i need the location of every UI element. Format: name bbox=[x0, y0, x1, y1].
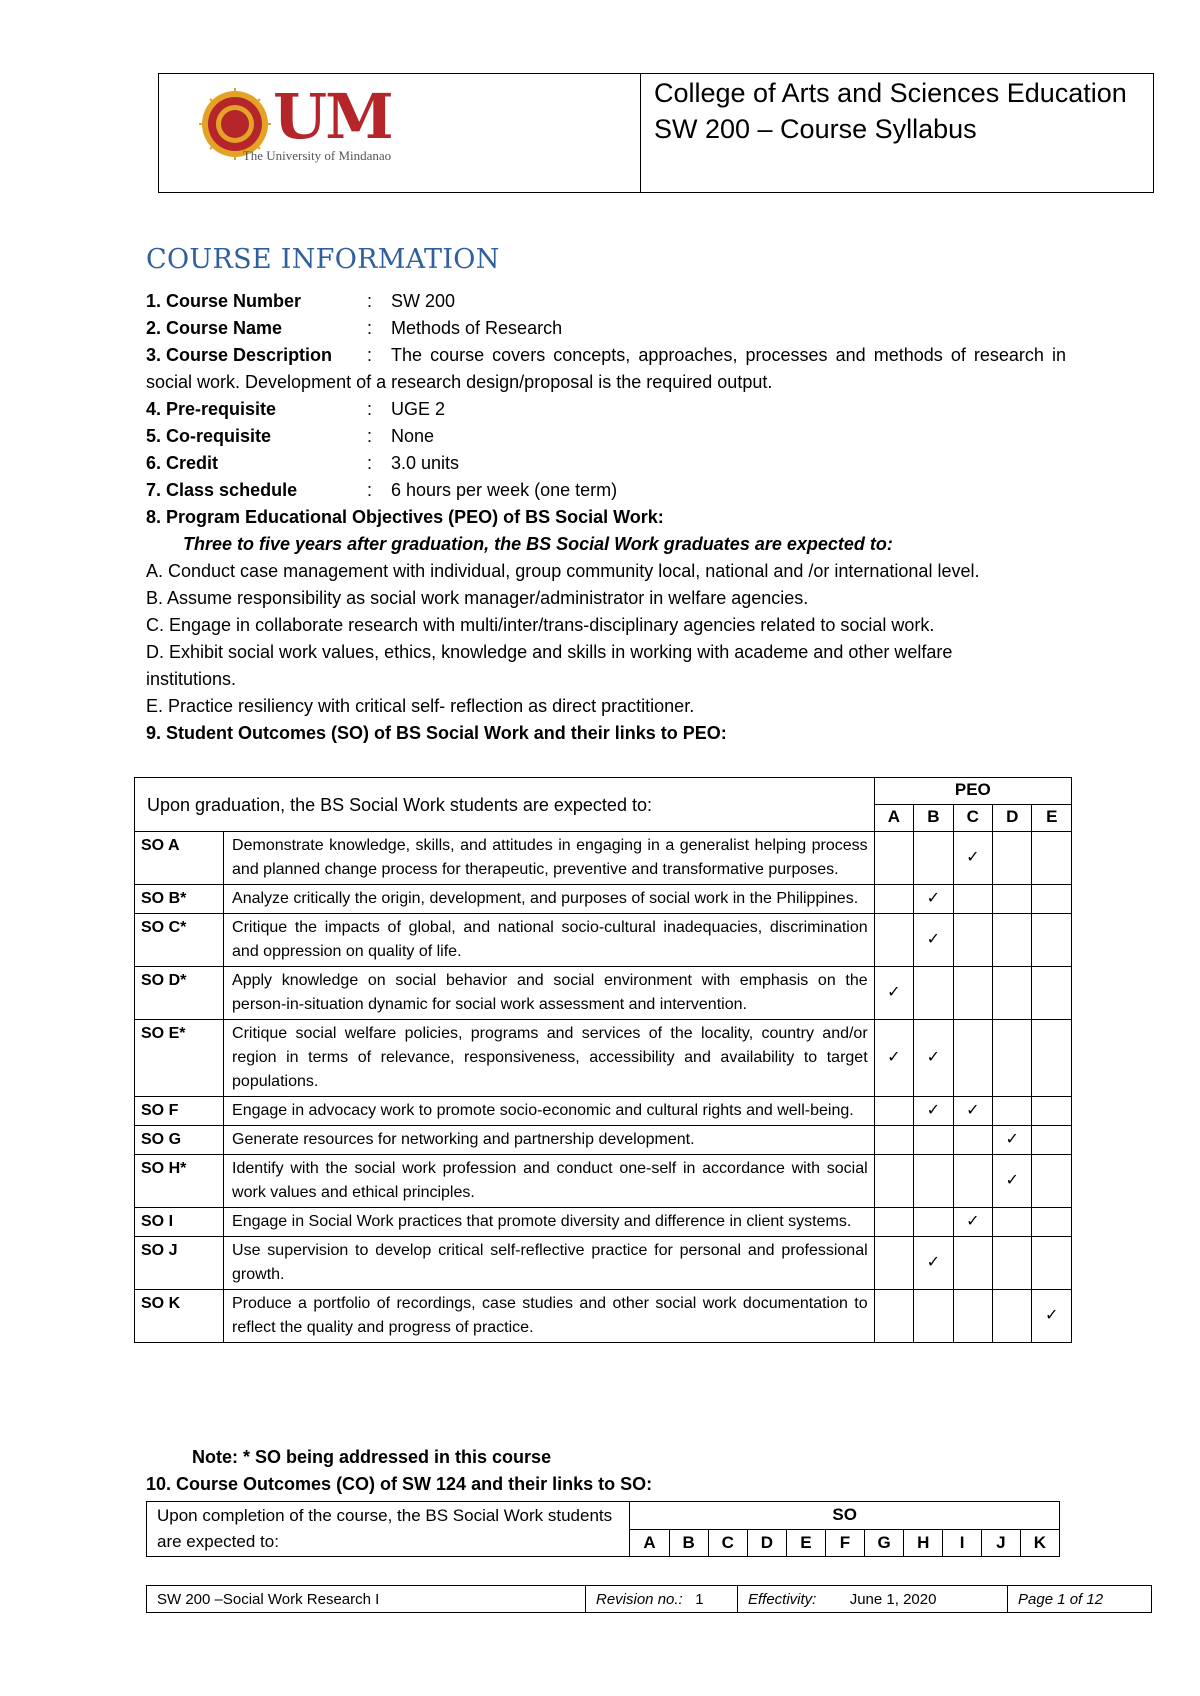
peo-intro: Three to five years after graduation, the BS Social Work graduates are expected to: bbox=[183, 534, 893, 554]
so-col-a: A bbox=[630, 1529, 669, 1557]
peo-cell-b bbox=[914, 885, 953, 914]
so-label: SO D* bbox=[135, 967, 224, 1020]
so-row bbox=[135, 1208, 1072, 1237]
check-icon: ✓ bbox=[887, 984, 901, 1001]
peo-col-a: A bbox=[874, 805, 913, 832]
so-label: SO I bbox=[135, 1208, 224, 1237]
peo-cell-c bbox=[953, 1155, 992, 1208]
university-logo bbox=[197, 80, 437, 166]
peo-cell-c bbox=[953, 1237, 992, 1290]
so-row bbox=[135, 1097, 1072, 1126]
peo-cell-d bbox=[993, 885, 1032, 914]
schedule-value: 6 hours per week (one term) bbox=[391, 480, 618, 500]
peo-cell-d bbox=[993, 1020, 1032, 1097]
peo-cell-e bbox=[1032, 1290, 1072, 1343]
credit-value: 3.0 units bbox=[391, 453, 460, 473]
co-heading: 10. Course Outcomes (CO) of SW 124 and their links to SO: bbox=[146, 1474, 653, 1494]
peo-col-b: B bbox=[914, 805, 953, 832]
peo-cell-b bbox=[914, 1097, 953, 1126]
so-row bbox=[135, 1290, 1072, 1343]
peo-cell-b bbox=[914, 967, 953, 1020]
peo-cell-e bbox=[1032, 967, 1072, 1020]
peo-cell-d bbox=[993, 914, 1032, 967]
check-icon: ✓ bbox=[926, 1102, 941, 1119]
peo-cell-e bbox=[1032, 1208, 1072, 1237]
so-column-header: SO bbox=[630, 1502, 1060, 1530]
so-label: SO C* bbox=[135, 914, 224, 967]
peo-cell-b bbox=[914, 832, 953, 885]
peo-cell-b bbox=[914, 1290, 953, 1343]
peo-cell-b bbox=[914, 1020, 953, 1097]
so-label: SO F bbox=[135, 1097, 224, 1126]
peo-cell-a bbox=[874, 967, 913, 1020]
footer-course: SW 200 –Social Work Research I bbox=[157, 1591, 380, 1608]
peo-cell-a bbox=[874, 914, 913, 967]
so-row bbox=[135, 967, 1072, 1020]
corequisite-label: 5. Co-requisite bbox=[146, 426, 272, 446]
so-description: Analyze critically the origin, development, and purposes of social work in the Philippines. bbox=[224, 885, 875, 914]
so-row bbox=[135, 1155, 1072, 1208]
check-icon: ✓ bbox=[926, 1254, 941, 1271]
so-row bbox=[135, 1126, 1072, 1155]
course-description-text: The course covers concepts, approaches, processes and methods of research in social work. Development of a research design/proposal is the required output. bbox=[146, 345, 1066, 392]
peo-cell-a bbox=[874, 1097, 913, 1126]
so-col-k: K bbox=[1020, 1529, 1059, 1557]
so-row bbox=[135, 1237, 1072, 1290]
so-heading: 9. Student Outcomes (SO) of BS Social Work and their links to PEO: bbox=[146, 723, 727, 743]
so-col-f: F bbox=[825, 1529, 864, 1557]
peo-cell-b bbox=[914, 1208, 953, 1237]
so-table-intro: Upon graduation, the BS Social Work students are expected to: bbox=[135, 778, 875, 832]
peo-column-header: PEO bbox=[874, 778, 1071, 805]
logo-letters: UM bbox=[273, 80, 392, 153]
peo-col-e: E bbox=[1032, 805, 1072, 832]
peo-cell-c bbox=[953, 885, 992, 914]
so-col-g: G bbox=[864, 1529, 903, 1557]
check-icon: ✓ bbox=[887, 1049, 901, 1066]
so-note: Note: * SO being addressed in this course bbox=[192, 1447, 552, 1467]
prerequisite-row: 4. Pre-requisite : UGE 2 bbox=[146, 396, 445, 423]
so-col-e: E bbox=[786, 1529, 825, 1557]
course-number-value: SW 200 bbox=[391, 291, 456, 311]
course-number-row: 1. Course Number : SW 200 bbox=[146, 288, 455, 315]
footer-effectivity-label: Effectivity: bbox=[748, 1591, 817, 1608]
header-box bbox=[158, 73, 1154, 193]
peo-cell-b bbox=[914, 1237, 953, 1290]
peo-cell-b bbox=[914, 1126, 953, 1155]
so-description: Identify with the social work profession and conduct one-self in accordance with social work values and ethical principles. bbox=[224, 1155, 875, 1208]
check-icon: ✓ bbox=[966, 1102, 980, 1119]
so-label: SO G bbox=[135, 1126, 224, 1155]
peo-cell-d bbox=[993, 1208, 1032, 1237]
peo-item-c: C. Engage in collaborate research with multi/inter/trans-disciplinary agencies related to social work. bbox=[146, 615, 935, 635]
course-number-label: 1. Course Number bbox=[146, 291, 302, 311]
so-description: Engage in advocacy work to promote socio-economic and cultural rights and well-being. bbox=[224, 1097, 875, 1126]
course-description: 3. Course Description : The course covers concepts, approaches, processes and methods of research in social work. Development of a research design/proposal is the required output. bbox=[146, 342, 1066, 396]
peo-cell-d bbox=[993, 1237, 1032, 1290]
so-row bbox=[135, 885, 1072, 914]
so-description: Use supervision to develop critical self-reflective practice for personal and professional growth. bbox=[224, 1237, 875, 1290]
so-description: Generate resources for networking and partnership development. bbox=[224, 1126, 875, 1155]
course-name-value: Methods of Research bbox=[391, 318, 563, 338]
peo-cell-c bbox=[953, 832, 992, 885]
so-peo-table bbox=[134, 777, 1072, 1343]
course-name-row: 2. Course Name : Methods of Research bbox=[146, 315, 562, 342]
peo-cell-e bbox=[1032, 1020, 1072, 1097]
so-description: Critique social welfare policies, programs and services of the locality, country and/or region in terms of relevance, responsiveness, accessibility and availability to target populations. bbox=[224, 1020, 875, 1097]
peo-section bbox=[146, 504, 1106, 747]
so-label: SO K bbox=[135, 1290, 224, 1343]
peo-cell-a bbox=[874, 1290, 913, 1343]
so-label: SO B* bbox=[135, 885, 224, 914]
peo-cell-e bbox=[1032, 832, 1072, 885]
peo-cell-c bbox=[953, 967, 992, 1020]
check-icon: ✓ bbox=[926, 931, 941, 948]
so-label: SO J bbox=[135, 1237, 224, 1290]
credit-label: 6. Credit bbox=[146, 453, 219, 473]
peo-cell-c bbox=[953, 1290, 992, 1343]
peo-cell-b bbox=[914, 1155, 953, 1208]
so-col-b: B bbox=[669, 1529, 708, 1557]
footer-revision-value: 1 bbox=[695, 1591, 704, 1608]
peo-cell-d bbox=[993, 967, 1032, 1020]
so-description: Produce a portfolio of recordings, case studies and other social work documentation to reflect the quality and progress of practice. bbox=[224, 1290, 875, 1343]
syllabus-title: SW 200 – Course Syllabus bbox=[654, 114, 977, 144]
so-description: Engage in Social Work practices that promote diversity and difference in client systems. bbox=[224, 1208, 875, 1237]
footer-revision-label: Revision no.: bbox=[596, 1591, 683, 1608]
peo-cell-c bbox=[953, 914, 992, 967]
corequisite-row: 5. Co-requisite : None bbox=[146, 423, 434, 450]
peo-item-d: D. Exhibit social work values, ethics, knowledge and skills in working with academe and other welfare institutions. bbox=[146, 642, 953, 689]
so-row bbox=[135, 1020, 1072, 1097]
so-rows bbox=[135, 832, 1072, 1343]
peo-item-e: E. Practice resiliency with critical self- reflection as direct practitioner. bbox=[146, 696, 695, 716]
check-icon: ✓ bbox=[1045, 1307, 1059, 1324]
peo-cell-e bbox=[1032, 885, 1072, 914]
so-label: SO A bbox=[135, 832, 224, 885]
course-description-label: 3. Course Description bbox=[146, 345, 333, 365]
check-icon: ✓ bbox=[966, 1213, 980, 1230]
check-icon: ✓ bbox=[1005, 1131, 1019, 1148]
section-title: COURSE INFORMATION bbox=[146, 244, 500, 275]
check-icon: ✓ bbox=[926, 890, 941, 907]
peo-cell-d bbox=[993, 1290, 1032, 1343]
peo-cell-e bbox=[1032, 914, 1072, 967]
peo-heading: 8. Program Educational Objectives (PEO) of BS Social Work: bbox=[146, 507, 664, 527]
logo-subtitle: The University of Mindanao bbox=[242, 148, 392, 163]
schedule-row: 7. Class schedule : 6 hours per week (one term) bbox=[146, 477, 617, 504]
peo-cell-c bbox=[953, 1208, 992, 1237]
so-label: SO E* bbox=[135, 1020, 224, 1097]
peo-cell-d bbox=[993, 1126, 1032, 1155]
peo-item-b: B. Assume responsibility as social work manager/administrator in welfare agencies. bbox=[146, 588, 809, 608]
so-row bbox=[135, 832, 1072, 885]
footer-effectivity bbox=[737, 1586, 1007, 1612]
peo-cell-d bbox=[993, 832, 1032, 885]
header-divider bbox=[640, 74, 641, 192]
schedule-label: 7. Class schedule bbox=[146, 480, 298, 500]
peo-cell-e bbox=[1032, 1126, 1072, 1155]
co-so-table bbox=[146, 1501, 1060, 1557]
peo-cell-d bbox=[993, 1097, 1032, 1126]
peo-cell-a bbox=[874, 1020, 913, 1097]
so-row bbox=[135, 914, 1072, 967]
so-col-d: D bbox=[747, 1529, 786, 1557]
page-footer bbox=[146, 1585, 1152, 1613]
so-col-i: I bbox=[943, 1529, 982, 1557]
check-icon: ✓ bbox=[1005, 1172, 1019, 1189]
footer-page: Page 1 of 12 bbox=[1007, 1586, 1153, 1612]
peo-col-c: C bbox=[953, 805, 992, 832]
check-icon: ✓ bbox=[966, 849, 980, 866]
so-description: Critique the impacts of global, and national socio-cultural inadequacies, discrimination and oppression on quality of life. bbox=[224, 914, 875, 967]
peo-cell-e bbox=[1032, 1237, 1072, 1290]
peo-cell-e bbox=[1032, 1155, 1072, 1208]
check-icon: ✓ bbox=[926, 1049, 941, 1066]
corequisite-value: None bbox=[391, 426, 435, 446]
so-col-h: H bbox=[904, 1529, 943, 1557]
peo-cell-d bbox=[993, 1155, 1032, 1208]
peo-cell-a bbox=[874, 1155, 913, 1208]
so-col-c: C bbox=[708, 1529, 747, 1557]
peo-cell-a bbox=[874, 885, 913, 914]
peo-cell-c bbox=[953, 1020, 992, 1097]
footer-revision bbox=[585, 1586, 737, 1612]
college-name: College of Arts and Sciences Education bbox=[654, 78, 1127, 108]
peo-item-a: A. Conduct case management with individual, group community local, national and /or international level. bbox=[146, 561, 980, 581]
peo-cell-a bbox=[874, 1208, 913, 1237]
credit-row: 6. Credit : 3.0 units bbox=[146, 450, 459, 477]
peo-cell-a bbox=[874, 832, 913, 885]
so-description: Apply knowledge on social behavior and social environment with emphasis on the person-in-situation dynamic for social work assessment and intervention. bbox=[224, 967, 875, 1020]
course-name-label: 2. Course Name bbox=[146, 318, 283, 338]
so-label: SO H* bbox=[135, 1155, 224, 1208]
so-col-j: J bbox=[981, 1529, 1020, 1557]
so-description: Demonstrate knowledge, skills, and attitudes in engaging in a generalist helping process and planned change process for therapeutic, preventive and transformative purposes. bbox=[224, 832, 875, 885]
prerequisite-label: 4. Pre-requisite bbox=[146, 399, 277, 419]
peo-cell-c bbox=[953, 1097, 992, 1126]
peo-col-d: D bbox=[993, 805, 1032, 832]
footer-effectivity-value: June 1, 2020 bbox=[849, 1591, 937, 1608]
prerequisite-value: UGE 2 bbox=[391, 399, 446, 419]
peo-cell-a bbox=[874, 1126, 913, 1155]
co-table-intro: Upon completion of the course, the BS Social Work students are expected to: bbox=[147, 1502, 630, 1557]
peo-cell-b bbox=[914, 914, 953, 967]
peo-cell-e bbox=[1032, 1097, 1072, 1126]
peo-cell-c bbox=[953, 1126, 992, 1155]
peo-cell-a bbox=[874, 1237, 913, 1290]
